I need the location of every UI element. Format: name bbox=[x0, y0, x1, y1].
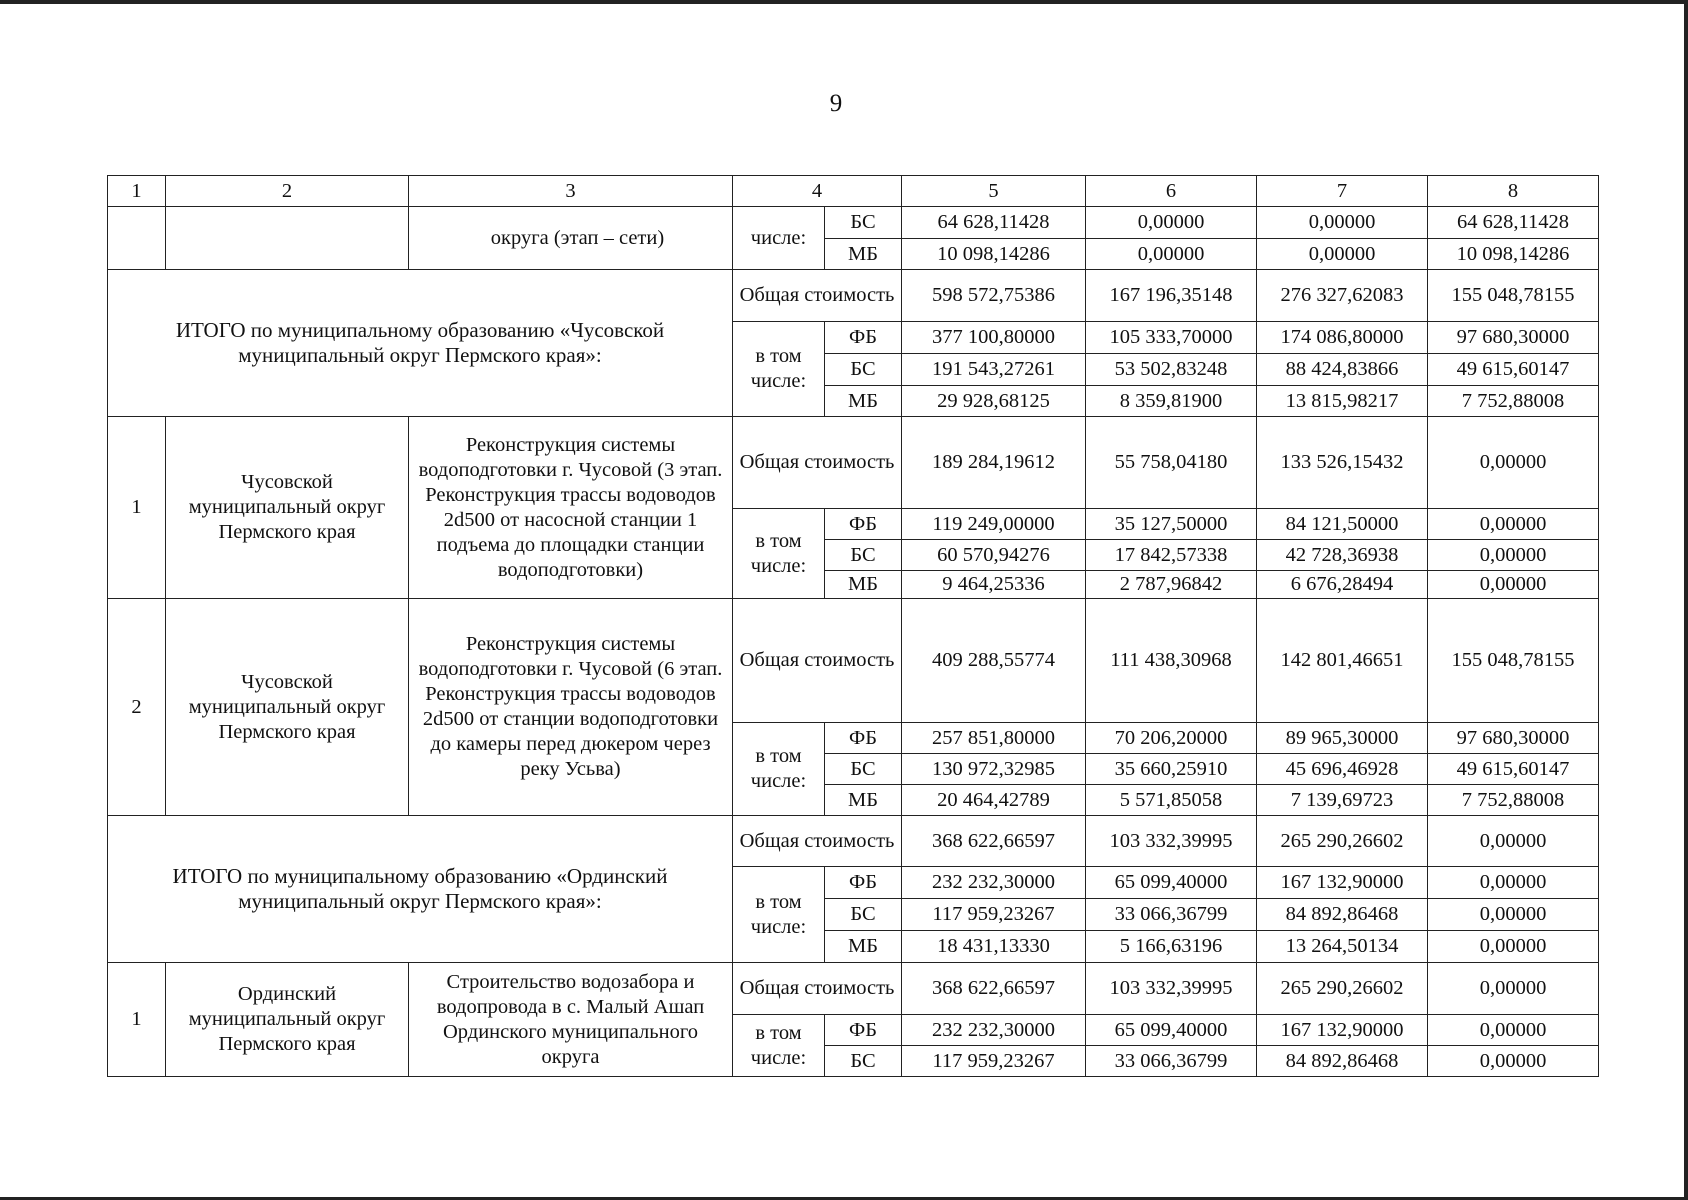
municipality-cell: Ординский муниципальный округ Пермского края bbox=[166, 963, 409, 1077]
municipality-total-label: ИТОГО по муниципальному образованию «Ординский муниципальный округ Пермского края»: bbox=[108, 816, 733, 963]
value-cell: 53 502,83248 bbox=[1086, 354, 1257, 386]
value-cell: 232 232,30000 bbox=[902, 867, 1086, 899]
value-cell: 13 815,98217 bbox=[1257, 386, 1428, 417]
value-cell: 0,00000 bbox=[1086, 239, 1257, 270]
value-cell: 0,00000 bbox=[1428, 540, 1599, 571]
total-cost-label: Общая стоимость bbox=[733, 816, 902, 867]
value-cell: 49 615,60147 bbox=[1428, 754, 1599, 785]
incl-label: в том числе: bbox=[733, 723, 825, 816]
value-cell: 174 086,80000 bbox=[1257, 322, 1428, 354]
value-cell: 65 099,40000 bbox=[1086, 1015, 1257, 1046]
incl-label: числе: bbox=[733, 207, 825, 270]
value-cell: 368 622,66597 bbox=[902, 816, 1086, 867]
index-cell: 1 bbox=[108, 963, 166, 1077]
value-cell: 49 615,60147 bbox=[1428, 354, 1599, 386]
incl-label: в том числе: bbox=[733, 867, 825, 963]
value-cell: 97 680,30000 bbox=[1428, 322, 1599, 354]
header-col-6: 6 bbox=[1086, 176, 1257, 207]
total-cost-label: Общая стоимость bbox=[733, 963, 902, 1015]
fund-label: МБ bbox=[825, 931, 902, 963]
value-cell: 368 622,66597 bbox=[902, 963, 1086, 1015]
index-cell: 1 bbox=[108, 417, 166, 599]
header-col-3: 3 bbox=[409, 176, 733, 207]
value-cell: 35 660,25910 bbox=[1086, 754, 1257, 785]
value-cell: 70 206,20000 bbox=[1086, 723, 1257, 754]
value-cell: 84 892,86468 bbox=[1257, 899, 1428, 931]
table-row bbox=[108, 599, 1599, 723]
value-cell: 155 048,78155 bbox=[1428, 599, 1599, 723]
value-cell: 167 132,90000 bbox=[1257, 1015, 1428, 1046]
value-cell: 64 628,11428 bbox=[902, 207, 1086, 239]
value-cell: 119 249,00000 bbox=[902, 509, 1086, 540]
page-number: 9 bbox=[829, 90, 843, 117]
table-row bbox=[108, 417, 1599, 509]
value-cell: 7 752,88008 bbox=[1428, 386, 1599, 417]
index-cell: 2 bbox=[108, 599, 166, 816]
value-cell: 20 464,42789 bbox=[902, 785, 1086, 816]
fund-label: МБ bbox=[825, 386, 902, 417]
value-cell: 13 264,50134 bbox=[1257, 931, 1428, 963]
value-cell: 167 132,90000 bbox=[1257, 867, 1428, 899]
value-cell: 8 359,81900 bbox=[1086, 386, 1257, 417]
table-row bbox=[108, 207, 1599, 239]
value-cell: 33 066,36799 bbox=[1086, 899, 1257, 931]
value-cell: 33 066,36799 bbox=[1086, 1046, 1257, 1077]
value-cell: 0,00000 bbox=[1428, 509, 1599, 540]
value-cell: 598 572,75386 bbox=[902, 270, 1086, 322]
table-row bbox=[108, 963, 1599, 1015]
value-cell: 18 431,13330 bbox=[902, 931, 1086, 963]
value-cell: 232 232,30000 bbox=[902, 1015, 1086, 1046]
value-cell: 117 959,23267 bbox=[902, 1046, 1086, 1077]
value-cell: 265 290,26602 bbox=[1257, 963, 1428, 1015]
value-cell: 9 464,25336 bbox=[902, 571, 1086, 599]
total-cost-label: Общая стоимость bbox=[733, 417, 902, 509]
header-col-1: 1 bbox=[108, 176, 166, 207]
header-col-2: 2 bbox=[166, 176, 409, 207]
value-cell: 265 290,26602 bbox=[1257, 816, 1428, 867]
fund-label: МБ bbox=[825, 239, 902, 270]
value-cell: 5 571,85058 bbox=[1086, 785, 1257, 816]
value-cell: 276 327,62083 bbox=[1257, 270, 1428, 322]
value-cell: 65 099,40000 bbox=[1086, 867, 1257, 899]
incl-label: в том числе: bbox=[733, 1015, 825, 1077]
header-col-8: 8 bbox=[1428, 176, 1599, 207]
value-cell: 42 728,36938 bbox=[1257, 540, 1428, 571]
project-cell: Строительство водозабора и водопровода в с. Малый Ашап Ординского муниципального округа bbox=[409, 963, 733, 1077]
header-col-4: 4 bbox=[733, 176, 902, 207]
value-cell: 6 676,28494 bbox=[1257, 571, 1428, 599]
value-cell: 0,00000 bbox=[1086, 207, 1257, 239]
value-cell: 55 758,04180 bbox=[1086, 417, 1257, 509]
table-row bbox=[108, 270, 1599, 322]
value-cell: 64 628,11428 bbox=[1428, 207, 1599, 239]
value-cell: 117 959,23267 bbox=[902, 899, 1086, 931]
fund-label: МБ bbox=[825, 785, 902, 816]
value-cell: 17 842,57338 bbox=[1086, 540, 1257, 571]
incl-label: в том числе: bbox=[733, 322, 825, 417]
project-cell: Реконструкция системы водоподготовки г. Чусовой (6 этап. Реконструкция трассы водоводов 2d500 от станции водоподготовки до камеры перед дюкером через реку Усьва) bbox=[409, 599, 733, 816]
table-row bbox=[108, 816, 1599, 867]
page-border-right bbox=[1684, 0, 1688, 1200]
value-cell: 2 787,96842 bbox=[1086, 571, 1257, 599]
fund-label: МБ bbox=[825, 571, 902, 599]
value-cell: 0,00000 bbox=[1428, 963, 1599, 1015]
value-cell: 0,00000 bbox=[1428, 1046, 1599, 1077]
value-cell: 111 438,30968 bbox=[1086, 599, 1257, 723]
value-cell: 189 284,19612 bbox=[902, 417, 1086, 509]
value-cell: 0,00000 bbox=[1428, 931, 1599, 963]
municipality-cell bbox=[166, 207, 409, 270]
value-cell: 84 121,50000 bbox=[1257, 509, 1428, 540]
header-row bbox=[108, 176, 1599, 207]
fund-label: БС bbox=[825, 1046, 902, 1077]
value-cell: 10 098,14286 bbox=[1428, 239, 1599, 270]
fund-label: ФБ bbox=[825, 509, 902, 540]
municipality-total-label: ИТОГО по муниципальному образованию «Чусовской муниципальный округ Пермского края»: bbox=[108, 270, 733, 417]
value-cell: 88 424,83866 bbox=[1257, 354, 1428, 386]
value-cell: 29 928,68125 bbox=[902, 386, 1086, 417]
value-cell: 89 965,30000 bbox=[1257, 723, 1428, 754]
value-cell: 0,00000 bbox=[1428, 867, 1599, 899]
value-cell: 133 526,15432 bbox=[1257, 417, 1428, 509]
value-cell: 257 851,80000 bbox=[902, 723, 1086, 754]
incl-label: в том числе: bbox=[733, 509, 825, 599]
value-cell: 60 570,94276 bbox=[902, 540, 1086, 571]
funding-table bbox=[107, 175, 1599, 1077]
value-cell: 167 196,35148 bbox=[1086, 270, 1257, 322]
fund-label: ФБ bbox=[825, 322, 902, 354]
value-cell: 155 048,78155 bbox=[1428, 270, 1599, 322]
fund-label: БС bbox=[825, 354, 902, 386]
value-cell: 130 972,32985 bbox=[902, 754, 1086, 785]
total-cost-label: Общая стоимость bbox=[733, 270, 902, 322]
municipality-cell: Чусовской муниципальный округ Пермского края bbox=[166, 417, 409, 599]
project-cell: округа (этап – сети) bbox=[409, 207, 733, 270]
fund-label: ФБ bbox=[825, 723, 902, 754]
value-cell: 0,00000 bbox=[1428, 417, 1599, 509]
value-cell: 7 752,88008 bbox=[1428, 785, 1599, 816]
value-cell: 409 288,55774 bbox=[902, 599, 1086, 723]
value-cell: 84 892,86468 bbox=[1257, 1046, 1428, 1077]
project-cell: Реконструкция системы водоподготовки г. Чусовой (3 этап. Реконструкция трассы водоводов 2d500 от насосной станции 1 подъема до площадки станции водоподготовки) bbox=[409, 417, 733, 599]
value-cell: 0,00000 bbox=[1257, 207, 1428, 239]
value-cell: 0,00000 bbox=[1428, 816, 1599, 867]
value-cell: 5 166,63196 bbox=[1086, 931, 1257, 963]
value-cell: 35 127,50000 bbox=[1086, 509, 1257, 540]
fund-label: БС bbox=[825, 207, 902, 239]
municipality-cell: Чусовской муниципальный округ Пермского края bbox=[166, 599, 409, 816]
index-cell bbox=[108, 207, 166, 270]
value-cell: 142 801,46651 bbox=[1257, 599, 1428, 723]
value-cell: 0,00000 bbox=[1257, 239, 1428, 270]
fund-label: ФБ bbox=[825, 867, 902, 899]
header-col-7: 7 bbox=[1257, 176, 1428, 207]
value-cell: 105 333,70000 bbox=[1086, 322, 1257, 354]
header-col-5: 5 bbox=[902, 176, 1086, 207]
page-border-top bbox=[0, 0, 1688, 4]
value-cell: 7 139,69723 bbox=[1257, 785, 1428, 816]
fund-label: БС bbox=[825, 899, 902, 931]
fund-label: БС bbox=[825, 754, 902, 785]
value-cell: 97 680,30000 bbox=[1428, 723, 1599, 754]
value-cell: 10 098,14286 bbox=[902, 239, 1086, 270]
value-cell: 103 332,39995 bbox=[1086, 963, 1257, 1015]
fund-label: ФБ bbox=[825, 1015, 902, 1046]
value-cell: 103 332,39995 bbox=[1086, 816, 1257, 867]
total-cost-label: Общая стоимость bbox=[733, 599, 902, 723]
value-cell: 45 696,46928 bbox=[1257, 754, 1428, 785]
fund-label: БС bbox=[825, 540, 902, 571]
value-cell: 191 543,27261 bbox=[902, 354, 1086, 386]
value-cell: 0,00000 bbox=[1428, 899, 1599, 931]
value-cell: 377 100,80000 bbox=[902, 322, 1086, 354]
value-cell: 0,00000 bbox=[1428, 571, 1599, 599]
value-cell: 0,00000 bbox=[1428, 1015, 1599, 1046]
